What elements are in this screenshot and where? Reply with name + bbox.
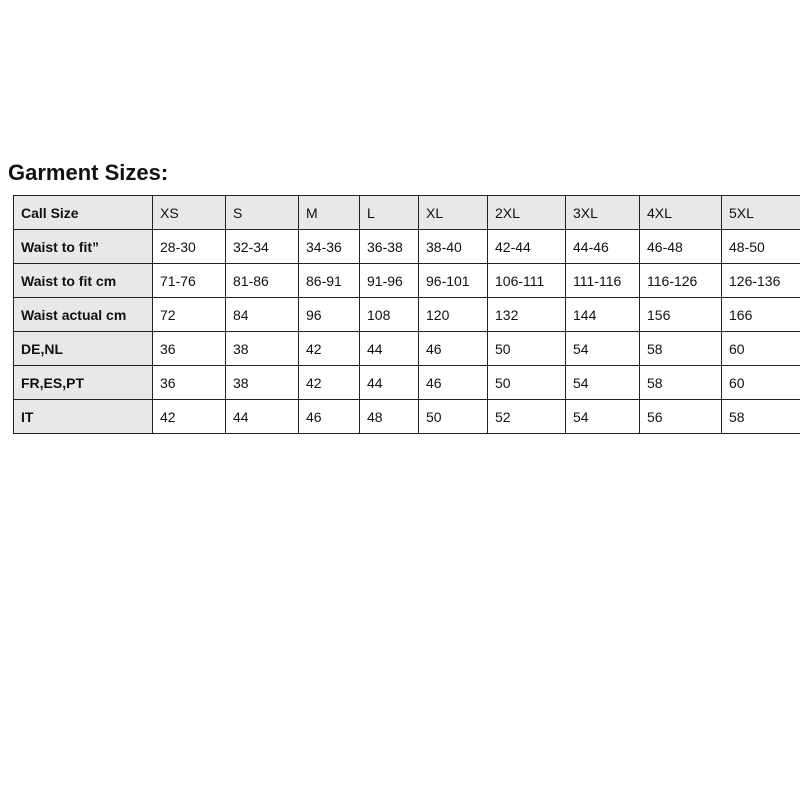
table-cell: 36	[153, 332, 226, 366]
row-label: DE,NL	[14, 332, 153, 366]
table-cell: 28-30	[153, 230, 226, 264]
table-cell: 34-36	[299, 230, 360, 264]
table-cell: 46	[419, 332, 488, 366]
header-cell-2xl: 2XL	[488, 196, 566, 230]
row-label: Waist actual cm	[14, 298, 153, 332]
table-cell: 86-91	[299, 264, 360, 298]
table-cell: 42	[153, 400, 226, 434]
size-chart-table	[13, 195, 800, 434]
table-cell: 106-111	[488, 264, 566, 298]
table-cell: 44	[360, 366, 419, 400]
table-header-row	[14, 196, 800, 230]
table-cell: 126-136	[722, 264, 800, 298]
table-cell: 96	[299, 298, 360, 332]
row-label: IT	[14, 400, 153, 434]
table-cell: 108	[360, 298, 419, 332]
table-cell: 44-46	[566, 230, 640, 264]
table-cell: 36	[153, 366, 226, 400]
row-label: Waist to fit”	[14, 230, 153, 264]
table-cell: 91-96	[360, 264, 419, 298]
table-cell: 58	[722, 400, 800, 434]
table-cell: 38	[226, 332, 299, 366]
table-cell: 58	[640, 366, 722, 400]
table-cell: 42-44	[488, 230, 566, 264]
table-row-waist-to-fit-cm	[14, 264, 800, 298]
table-cell: 58	[640, 332, 722, 366]
table-cell: 166	[722, 298, 800, 332]
row-label: FR,ES,PT	[14, 366, 153, 400]
table-cell: 120	[419, 298, 488, 332]
page-title: Garment Sizes:	[8, 160, 169, 185]
table-cell: 54	[566, 332, 640, 366]
table-cell: 72	[153, 298, 226, 332]
table-cell: 32-34	[226, 230, 299, 264]
table-cell: 81-86	[226, 264, 299, 298]
table-cell: 84	[226, 298, 299, 332]
table-cell: 42	[299, 366, 360, 400]
table-cell: 44	[226, 400, 299, 434]
table-row-waist-actual-cm	[14, 298, 800, 332]
table-cell: 46	[419, 366, 488, 400]
table-cell: 132	[488, 298, 566, 332]
table-cell: 48-50	[722, 230, 800, 264]
table-cell: 38	[226, 366, 299, 400]
table-cell: 54	[566, 366, 640, 400]
header-cell-call-size: Call Size	[14, 196, 153, 230]
table-cell: 50	[488, 366, 566, 400]
header-cell-s: S	[226, 196, 299, 230]
table-cell: 36-38	[360, 230, 419, 264]
table-cell: 96-101	[419, 264, 488, 298]
table-cell: 116-126	[640, 264, 722, 298]
table-row-it	[14, 400, 800, 434]
table-cell: 50	[488, 332, 566, 366]
table-row-waist-to-fit-inches	[14, 230, 800, 264]
table-cell: 156	[640, 298, 722, 332]
row-label: Waist to fit cm	[14, 264, 153, 298]
table-cell: 38-40	[419, 230, 488, 264]
table-cell: 48	[360, 400, 419, 434]
table-cell: 60	[722, 366, 800, 400]
table-cell: 60	[722, 332, 800, 366]
header-cell-3xl: 3XL	[566, 196, 640, 230]
header-cell-5xl: 5XL	[722, 196, 800, 230]
header-cell-m: M	[299, 196, 360, 230]
table-row-de-nl	[14, 332, 800, 366]
table-cell: 42	[299, 332, 360, 366]
table-cell: 144	[566, 298, 640, 332]
table-cell: 46-48	[640, 230, 722, 264]
table-cell: 44	[360, 332, 419, 366]
table-cell: 46	[299, 400, 360, 434]
table-cell: 54	[566, 400, 640, 434]
header-cell-l: L	[360, 196, 419, 230]
table-row-fr-es-pt	[14, 366, 800, 400]
header-cell-xl: XL	[419, 196, 488, 230]
header-cell-xs: XS	[153, 196, 226, 230]
table-cell: 111-116	[566, 264, 640, 298]
table-cell: 50	[419, 400, 488, 434]
table-cell: 52	[488, 400, 566, 434]
header-cell-4xl: 4XL	[640, 196, 722, 230]
table-cell: 56	[640, 400, 722, 434]
table-cell: 71-76	[153, 264, 226, 298]
